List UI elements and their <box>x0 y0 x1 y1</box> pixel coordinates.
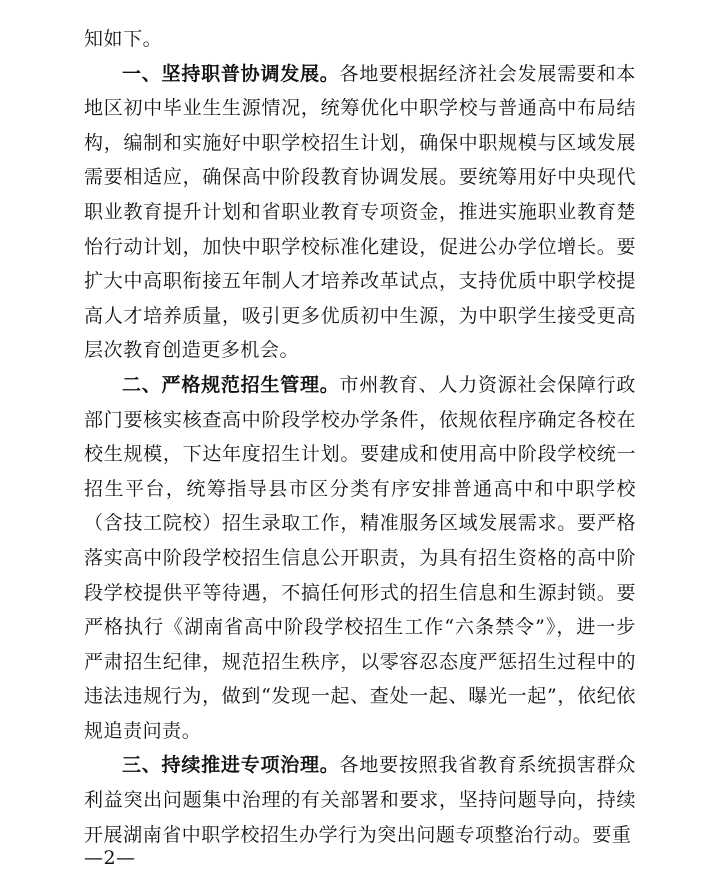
section-2-text: 市州教育、人力资源社会保障行政部门要核实核查高中阶段学校办学条件，依规依程序确定各校在校生规模，下达年度招生计划。要建成和使用高中阶段学校统一招生平台，统筹指导县市区分类有序安排普通高中和中职学校（含技工院校）招生录取工作，精准服务区域发展需求。要严格落实高中阶段学校招生信息公开职责，为具有招生资格的高中阶段学校提供平等待遇，不搞任何形式的招生信息和生源封锁。要严格执行《湖南省高中阶段学校招生工作“六条禁令”》，进一步严肃招生纪律，规范招生秩序，以零容忍态度严惩招生过程中的违法违规行为，做到“发现一起、查处一起、曝光一起”，依纪依规追责问责。 <box>84 373 636 742</box>
section-3-paragraph <box>84 748 636 852</box>
section-1-heading: 一、坚持职普协调发展。 <box>122 62 340 85</box>
intro-tail-text: 知如下。 <box>84 28 163 50</box>
section-3-heading: 三、持续推进专项治理。 <box>122 754 340 777</box>
section-3-text: 各地要按照我省教育系统损害群众利益突出问题集中治理的有关部署和要求，坚持问题导向，持续开展湖南省中职学校招生办学行为突出问题专项整治行动。要重 <box>84 754 636 846</box>
document-body <box>84 22 636 852</box>
page-number: —2— <box>84 847 136 869</box>
intro-tail-paragraph <box>84 22 636 57</box>
section-2-paragraph <box>84 368 636 749</box>
section-1-paragraph <box>84 57 636 368</box>
section-2-heading: 二、严格规范招生管理。 <box>122 373 340 396</box>
section-1-text: 各地要根据经济社会发展需要和本地区初中毕业生生源情况，统筹优化中职学校与普通高中布局结构，编制和实施好中职学校招生计划，确保中职规模与区域发展需要相适应，确保高中阶段教育协调发展。要统筹用好中央现代职业教育提升计划和省职业教育专项资金，推进实施职业教育楚怡行动计划，加快中职学校标准化建设，促进公办学位增长。要扩大中高职衔接五年制人才培养改革试点，支持优质中职学校提高人才培养质量，吸引更多优质初中生源，为中职学生接受更高层次教育创造更多机会。 <box>84 62 636 362</box>
